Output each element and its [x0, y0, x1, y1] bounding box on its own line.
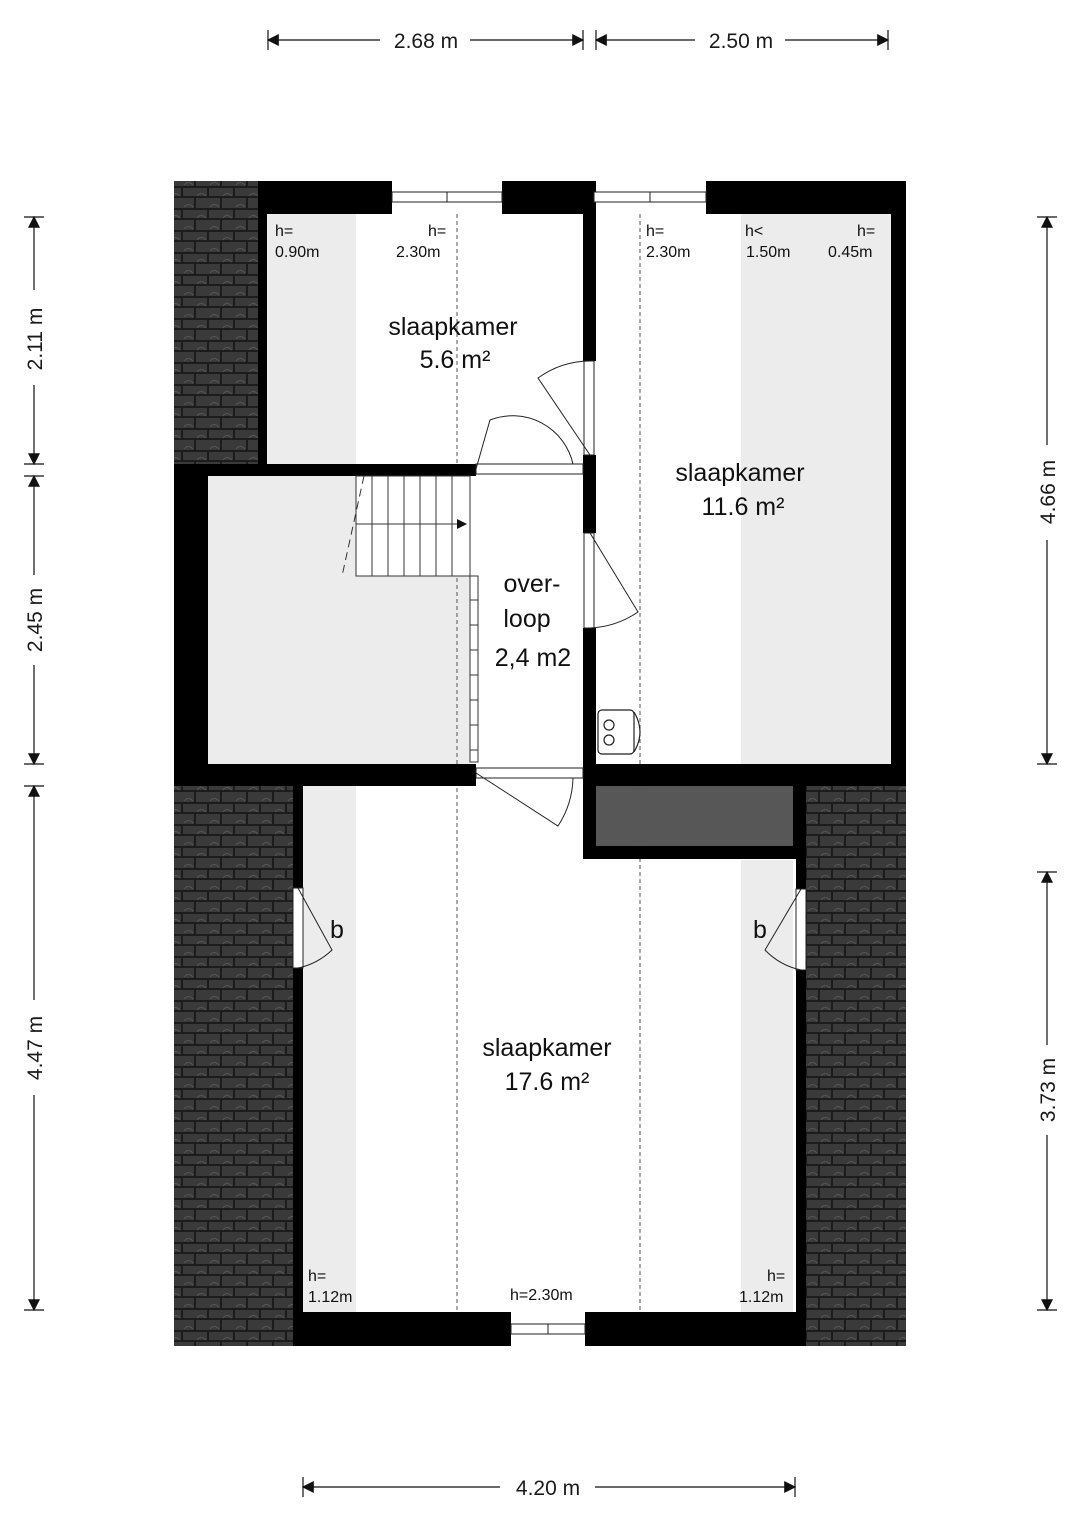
- dim-left-2: 2.45 m: [24, 587, 47, 653]
- room-slaapkamer-mid-name: slaapkamer: [675, 459, 805, 487]
- height-h1-a: h=: [275, 223, 294, 240]
- height-h1-b: 0.90m: [275, 244, 320, 261]
- room-slaapkamer-large-area: 17.6 m²: [504, 1068, 590, 1096]
- height-h5-a: h=: [857, 223, 876, 240]
- dim-left-3: 4.47 m: [24, 1015, 47, 1081]
- storage-area: [596, 786, 794, 846]
- dim-left-1: 2.11 m: [24, 307, 47, 371]
- height-h6-b: 1.12m: [308, 1289, 353, 1306]
- room-slaapkamer-mid-area: 11.6 m²: [701, 493, 785, 521]
- height-h8-b: 1.12m: [739, 1289, 784, 1306]
- room-overloop-name-1: over-: [503, 570, 561, 598]
- height-h2-a: h=: [428, 223, 447, 240]
- dim-right-2: 3.73 m: [1037, 1057, 1060, 1123]
- dim-top-right: 2.50 m: [708, 30, 774, 53]
- floor-areas: [208, 214, 891, 1312]
- dim-top-left: 2.68 m: [393, 30, 459, 53]
- boiler-icon: [598, 710, 640, 754]
- height-h8-a: h=: [767, 1268, 786, 1285]
- dim-right-1: 4.66 m: [1037, 459, 1060, 525]
- height-h3-a: h=: [646, 223, 665, 240]
- height-h6-a: h=: [308, 1268, 327, 1285]
- marker-b-left: b: [330, 916, 344, 944]
- room-slaapkamer-large-name: slaapkamer: [482, 1034, 612, 1062]
- height-h2-b: 2.30m: [396, 244, 441, 261]
- room-slaapkamer-small-area: 5.6 m²: [419, 346, 491, 374]
- room-overloop-name-2: loop: [503, 605, 551, 633]
- dim-bottom: 4.20 m: [515, 1477, 581, 1500]
- height-h4-a: h<: [745, 223, 764, 240]
- height-h3-b: 2.30m: [646, 244, 691, 261]
- room-overloop-area: 2,4 m2: [494, 644, 572, 672]
- marker-b-right: b: [753, 916, 767, 944]
- height-h5-b: 0.45m: [828, 244, 873, 261]
- height-h7: h=2.30m: [510, 1287, 573, 1304]
- height-h4-b: 1.50m: [746, 244, 791, 261]
- room-slaapkamer-small-name: slaapkamer: [388, 313, 518, 341]
